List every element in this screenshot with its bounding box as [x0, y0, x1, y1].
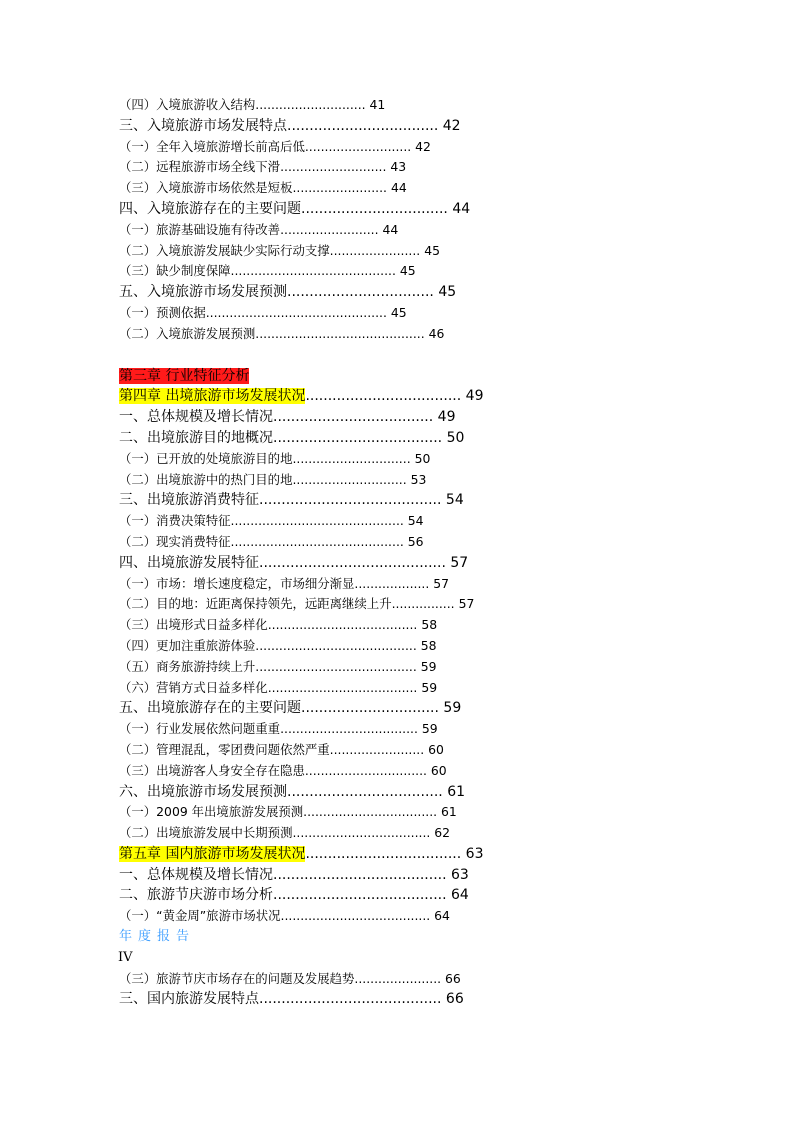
toc-entry-title: （一）预测依据 [119, 304, 206, 320]
toc-entry-title: （二）远程旅游市场全线下滑 [119, 159, 281, 175]
toc-dots: ...................................... [267, 679, 418, 695]
toc-entry[interactable] [119, 532, 639, 553]
toc-dots: ......................................... [259, 492, 442, 509]
toc-entry[interactable] [119, 802, 639, 823]
toc-page-number: 63 [451, 866, 469, 883]
toc-entry[interactable] [119, 906, 639, 927]
toc-entry[interactable] [119, 594, 639, 615]
toc-entry[interactable] [119, 657, 639, 678]
toc-dots: ................................... [287, 783, 443, 800]
toc-entry[interactable] [119, 449, 639, 470]
chapter-3-title: 第三章 行业特征分析 [119, 367, 250, 384]
toc-entry-title: （四）更加注重旅游体验 [119, 637, 256, 653]
toc-entry[interactable] [119, 511, 639, 532]
toc-page-number: 46 [428, 325, 445, 341]
toc-page-number: 50 [414, 450, 431, 466]
toc-dots: ....................................... [273, 887, 447, 904]
toc-entry[interactable] [119, 157, 639, 178]
toc-entry-title: 一、总体规模及增长情况 [119, 409, 273, 426]
toc-dots: ............................ [255, 97, 366, 112]
toc-entry[interactable] [119, 261, 639, 282]
toc-entry-title: （五）商务旅游持续上升 [119, 658, 256, 674]
toc-entry-title: （三）入境旅游市场依然是短板 [119, 180, 293, 196]
toc-entry-title: （二）入境旅游发展缺少实际行动支撑 [119, 242, 330, 258]
chapter-5-title: 第五章 国内旅游市场发展状况 [119, 845, 306, 862]
toc-page-number: 59 [420, 658, 437, 674]
toc-page-number: 45 [438, 284, 457, 301]
toc-page-number: 57 [450, 554, 469, 571]
toc-entry[interactable] [119, 553, 639, 574]
toc-entry-title: 四、出境旅游发展特征 [119, 554, 259, 571]
toc-entry[interactable] [119, 823, 639, 844]
toc-page-number: 56 [407, 533, 424, 549]
toc-entry-title: （一）市场：增长速度稳定，市场细分渐显 [119, 575, 355, 591]
toc-page-number: 49 [437, 409, 456, 426]
toc-page-number: 66 [445, 991, 464, 1008]
toc-dots: ............................. [292, 471, 407, 487]
toc-entry-title: （二）入境旅游发展预测 [119, 325, 256, 341]
toc-page-number: 53 [410, 471, 427, 487]
toc-dots: ............................................ [230, 513, 404, 529]
toc-entry-title: （六）营销方式日益多样化 [119, 679, 268, 695]
toc-dots: .................................. [303, 804, 438, 820]
toc-entry[interactable] [119, 490, 639, 511]
toc-entry[interactable] [119, 241, 639, 262]
toc-page-number: 42 [415, 138, 431, 154]
toc-page-number: 44 [390, 180, 407, 196]
toc-page-number: 57 [458, 596, 475, 612]
toc-group-domestic [119, 865, 639, 927]
toc-dots: ......................................... [255, 637, 417, 653]
toc-entry[interactable] [119, 178, 639, 199]
toc-entry-title: 二、旅游节庆游市场分析 [119, 887, 273, 904]
toc-entry[interactable] [119, 761, 639, 782]
toc-entry[interactable] [119, 428, 639, 449]
toc-entry-title: 三、出境旅游消费特征 [119, 492, 259, 509]
toc-dots: .................................... [273, 409, 434, 426]
toc-dots: ................................. [287, 284, 434, 301]
roman-page-number: IV [118, 949, 133, 965]
toc-entry-title: （一）行业发展依然问题重重 [119, 721, 281, 737]
toc-entry-title: （二）现实消费特征 [119, 533, 231, 549]
toc-entry-title: 五、入境旅游市场发展预测 [119, 284, 287, 301]
toc-entry[interactable] [119, 324, 639, 345]
toc-entry[interactable] [119, 740, 639, 761]
toc-chapter-3[interactable] [119, 366, 639, 387]
toc-entry[interactable] [119, 95, 639, 116]
toc-entry-title: （一）旅游基础设施有待改善 [119, 221, 281, 237]
toc-entry[interactable] [119, 885, 639, 906]
toc-dots: ............................... [304, 762, 427, 778]
toc-group-domestic-cont [119, 969, 639, 1011]
toc-dots: ........................ [292, 180, 387, 196]
toc-page-number: 59 [443, 700, 462, 717]
toc-dots: ................................... [292, 825, 431, 841]
toc-entry-title: 三、国内旅游发展特点 [119, 991, 259, 1008]
toc-page-number: 63 [465, 845, 484, 862]
toc-dots: .......................................... [230, 263, 396, 279]
toc-page-number: 59 [421, 721, 438, 737]
toc-dots: ................................. [301, 200, 448, 217]
toc-entry-title: 五、出境旅游存在的主要问题 [119, 700, 301, 717]
toc-group-outbound [119, 407, 639, 844]
toc-entry-title: （一）消费决策特征 [119, 513, 231, 529]
toc-dots: .................................. [287, 117, 439, 134]
toc-page-number: 43 [390, 159, 407, 175]
toc-dots: ........................... [280, 159, 387, 175]
toc-page-number: 45 [424, 242, 440, 258]
toc-page-number: 50 [446, 429, 465, 446]
toc-dots: ........................................... [255, 325, 425, 341]
toc-page-number: 58 [420, 637, 437, 653]
table-of-contents [119, 95, 639, 1010]
toc-entry-title: （一）“黄金周”旅游市场状况 [119, 908, 281, 924]
toc-entry[interactable] [119, 470, 639, 491]
toc-entry-title: 四、入境旅游存在的主要问题 [119, 200, 301, 217]
report-label-row [119, 927, 639, 948]
toc-entry-title: （三）出境游客人身安全存在隐患 [119, 762, 305, 778]
report-label: 年度报告 [119, 929, 196, 945]
toc-dots: ...................... [354, 970, 442, 986]
toc-page-number: 54 [445, 492, 464, 509]
toc-entry-title: （四）入境旅游收入结构 [119, 97, 256, 112]
toc-dots: ........................... [304, 138, 412, 154]
toc-dots: .............................................. [205, 304, 387, 320]
toc-page-number: 42 [442, 117, 461, 134]
toc-entry[interactable] [119, 199, 639, 220]
toc-chapter-5[interactable] [119, 844, 639, 865]
toc-dots: ...................................... [273, 429, 443, 446]
toc-page-number: 44 [452, 200, 471, 217]
toc-dots: ................................... [280, 721, 418, 737]
toc-entry[interactable] [119, 615, 639, 636]
toc-page-number: 61 [441, 804, 457, 820]
toc-page-number: 62 [434, 825, 451, 841]
toc-entry[interactable] [119, 574, 639, 595]
toc-dots: ......................................... [259, 991, 442, 1008]
toc-entry[interactable] [119, 282, 639, 303]
toc-entry[interactable] [119, 137, 639, 158]
toc-page-number: 45 [390, 304, 407, 320]
toc-entry[interactable] [119, 782, 639, 803]
toc-entry[interactable] [119, 678, 639, 699]
toc-page-number: 61 [447, 783, 466, 800]
toc-dots: ......................... [280, 221, 379, 237]
toc-entry[interactable] [119, 865, 639, 886]
toc-page-number: 58 [421, 617, 438, 633]
toc-entry-title: （一）2009 年出境旅游发展预测 [119, 804, 304, 820]
toc-page-number: 66 [445, 970, 461, 986]
toc-entry[interactable] [119, 220, 639, 241]
toc-dots: ............................... [301, 700, 439, 717]
toc-entry[interactable] [119, 116, 639, 137]
toc-entry[interactable] [119, 969, 639, 990]
toc-dots: ...................................... [267, 617, 418, 633]
toc-page-number: 49 [465, 388, 484, 405]
toc-dots: ................ [391, 596, 455, 612]
toc-entry-title: 三、入境旅游市场发展特点 [119, 117, 287, 134]
toc-entry-title: （二）管理混乱，零团费问题依然严重 [119, 741, 330, 757]
toc-dots: ....................................... [273, 866, 447, 883]
toc-entry-title: （二）出境旅游中的热门目的地 [119, 471, 293, 487]
toc-page-number: 59 [421, 679, 438, 695]
toc-entry-title: 一、总体规模及增长情况 [119, 866, 273, 883]
toc-entry[interactable] [119, 407, 639, 428]
toc-entry-title: （三）缺少制度保障 [119, 263, 231, 279]
toc-entry[interactable] [119, 989, 639, 1010]
toc-page-number: 64 [451, 887, 469, 904]
toc-dots: ................... [354, 575, 430, 591]
toc-chapter-4[interactable] [119, 386, 639, 407]
toc-dots: ....................... [329, 242, 421, 258]
toc-entry-title: （二）出境旅游发展中长期预测 [119, 825, 293, 841]
toc-entry[interactable] [119, 698, 639, 719]
toc-entry[interactable] [119, 303, 639, 324]
toc-group-inbound [119, 95, 639, 345]
toc-page-number: 44 [382, 221, 399, 237]
toc-entry-title: （三）旅游节庆市场存在的问题及发展趋势 [119, 970, 355, 986]
toc-entry-title: （一）已开放的处境旅游目的地 [119, 450, 293, 466]
toc-dots: ................................... [305, 388, 462, 405]
toc-dots: ......................................... [255, 658, 417, 674]
toc-page-number: 60 [430, 762, 447, 778]
toc-page-number: 64 [434, 908, 450, 924]
toc-entry-title: （二）目的地：近距离保持领先，远距离继续上升 [119, 596, 392, 612]
toc-dots: ........................ [329, 741, 425, 757]
toc-dots: ................................... [305, 845, 462, 862]
roman-page-row [118, 948, 639, 969]
chapter-4-title: 第四章 出境旅游市场发展状况 [119, 388, 306, 405]
toc-page-number: 41 [369, 97, 386, 112]
toc-page-number: 60 [428, 741, 444, 757]
toc-entry-title: 六、出境旅游市场发展预测 [119, 783, 287, 800]
toc-dots: .......................................... [259, 554, 446, 571]
toc-entry-title: （三）出境形式日益多样化 [119, 617, 268, 633]
toc-page-number: 45 [399, 263, 416, 279]
toc-entry[interactable] [119, 719, 639, 740]
toc-dots: ............................................ [230, 533, 404, 549]
toc-dots: .............................. [292, 450, 411, 466]
toc-page-number: 54 [407, 513, 424, 529]
toc-dots: ...................................... [280, 908, 431, 924]
blank-line [119, 345, 639, 366]
toc-entry[interactable] [119, 636, 639, 657]
toc-entry-title: （一）全年入境旅游增长前高后低 [119, 138, 305, 154]
toc-entry-title: 二、出境旅游目的地概况 [119, 429, 273, 446]
toc-page-number: 57 [433, 575, 449, 591]
